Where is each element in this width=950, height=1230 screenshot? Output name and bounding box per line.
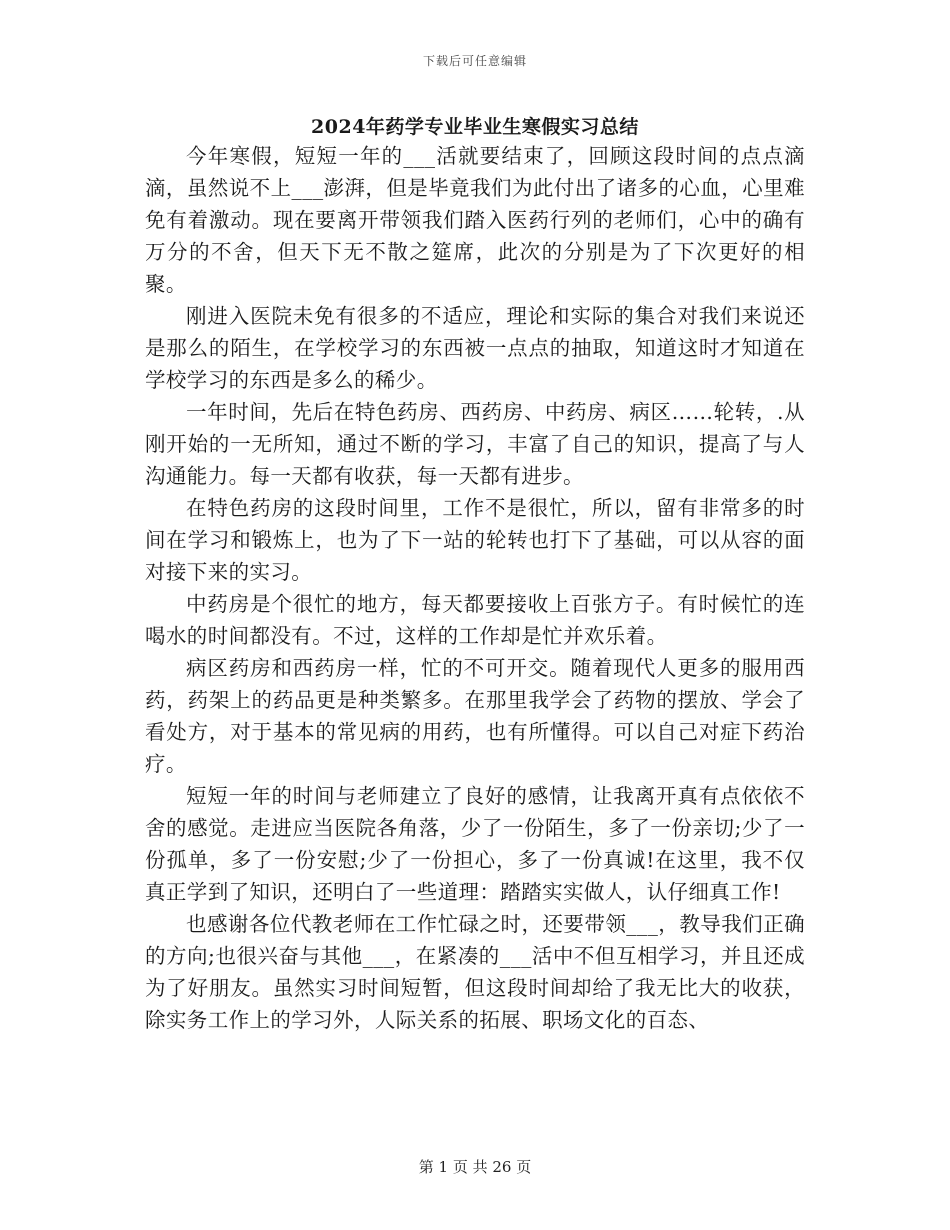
paragraph-3: 一年时间，先后在特色药房、西药房、中药房、病区……轮转，.从刚开始的一无所知，通过不断的学习，丰富了自己的知识，提高了与人沟通能力。每一天都有收获，每一天都有进步。 (145, 400, 805, 488)
document-body (145, 140, 805, 1036)
paragraph-5: 中药房是个很忙的地方，每天都要接收上百张方子。有时候忙的连喝水的时间都没有。不过，这样的工作却是忙并欢乐着。 (145, 592, 805, 648)
page-number: 第 1 页 共 26 页 (418, 1158, 532, 1176)
paragraph-1: 今年寒假，短短一年的___活就要结束了，回顾这段时间的点点滴滴，虽然说不上___澎湃，但是毕竟我们为此付出了诸多的心血，心里难免有着激动。现在要离开带领我们踏入医药行列的老师们，心中的确有万分的不舍，但天下无不散之筵席，此次的分别是为了下次更好的相聚。 (145, 144, 805, 296)
paragraph-7: 短短一年的时间与老师建立了良好的感情，让我离开真有点依依不舍的感觉。走进应当医院各角落，少了一份陌生，多了一份亲切;少了一份孤单，多了一份安慰;少了一份担心，多了一份真诚!在这里，我不仅真正学到了知识，还明白了一些道理：踏踏实实做人，认仔细真工作! (145, 784, 805, 904)
paragraph-4: 在特色药房的这段时间里，工作不是很忙，所以，留有非常多的时间在学习和锻炼上，也为了下一站的轮转也打下了基础，可以从容的面对接下来的实习。 (145, 496, 805, 584)
paragraph-6: 病区药房和西药房一样，忙的不可开交。随着现代人更多的服用西药，药架上的药品更是种类繁多。在那里我学会了药物的摆放、学会了看处方，对于基本的常见病的用药，也有所懂得。可以自己对症下药治疗。 (145, 656, 805, 776)
document-title: 2024年药学专业毕业生寒假实习总结 (311, 116, 639, 138)
page-header-note: 下载后可任意编辑 (422, 54, 527, 68)
paragraph-8: 也感谢各位代教老师在工作忙碌之时，还要带领___，教导我们正确的方向;也很兴奋与其他___，在紧凑的___活中不但互相学习，并且还成为了好朋友。虽然实习时间短暂，但这段时间却给了我无比大的收获，除实务工作上的学习外，人际关系的拓展、职场文化的百态、 (145, 912, 805, 1032)
paragraph-2: 刚进入医院未免有很多的不适应，理论和实际的集合对我们来说还是那么的陌生，在学校学习的东西被一点点的抽取，知道这时才知道在学校学习的东西是多么的稀少。 (145, 304, 805, 392)
